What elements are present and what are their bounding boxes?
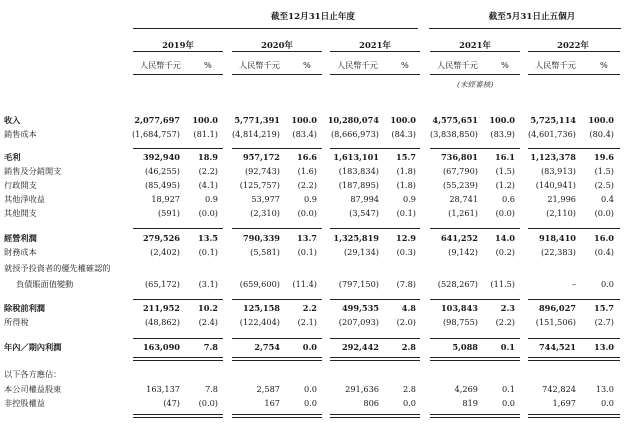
cell-percent: (81.1) xyxy=(193,129,218,139)
cell-percent: (0.0) xyxy=(297,208,317,218)
cell-percent: 18.9 xyxy=(198,152,218,162)
cell-amount: 87,994 xyxy=(350,194,379,204)
cell-percent: 0.1 xyxy=(500,342,515,352)
cell-amount: (83,913) xyxy=(540,166,576,176)
cell-percent: 100.0 xyxy=(489,115,515,125)
cell-percent: 0.4 xyxy=(600,194,614,204)
cell-percent: 10.2 xyxy=(198,303,218,313)
cell-percent: (0.1) xyxy=(198,247,218,257)
table-rule xyxy=(133,148,223,149)
table-rule xyxy=(430,228,520,229)
cell-percent: (1.5) xyxy=(495,166,515,176)
year-header-2020: 2020年 xyxy=(261,40,293,50)
cell-amount: (5,581) xyxy=(250,247,280,257)
table-rule xyxy=(330,357,420,358)
rule-year xyxy=(232,51,322,52)
cell-amount: (2,402) xyxy=(150,247,180,257)
table-rule xyxy=(232,338,322,339)
table-rule xyxy=(430,360,520,361)
year-header-2021-5m: 2021年 xyxy=(459,40,491,50)
cell-amount: 499,535 xyxy=(341,303,379,313)
cell-amount: – xyxy=(571,279,576,289)
cell-amount: (65,172) xyxy=(144,279,180,289)
cell-amount: 2,754 xyxy=(254,342,280,352)
cell-percent: (83.4) xyxy=(292,129,317,139)
year-header-2019: 2019年 xyxy=(162,40,194,50)
table-rule xyxy=(232,148,322,149)
cell-amount: (3,547) xyxy=(349,208,379,218)
cell-percent: (0.0) xyxy=(198,398,218,408)
cell-amount: (151,506) xyxy=(535,317,576,327)
table-rule xyxy=(232,228,322,229)
cell-amount: 790,339 xyxy=(242,233,280,243)
row-label: 就授予投資者的優先權確認的 xyxy=(4,263,111,273)
cell-amount: (1,261) xyxy=(448,208,478,218)
table-rule xyxy=(330,360,420,361)
unit-pct: % xyxy=(600,60,608,70)
cell-amount: 4,575,651 xyxy=(432,115,478,125)
cell-percent: (2.0) xyxy=(396,317,416,327)
rule-unit xyxy=(232,74,322,75)
cell-amount: (122,404) xyxy=(239,317,280,327)
cell-amount: 896,027 xyxy=(538,303,576,313)
rule-year xyxy=(528,51,620,52)
cell-amount: (48,862) xyxy=(144,317,180,327)
table-rule xyxy=(133,414,223,415)
row-label: 收入 xyxy=(4,115,21,125)
table-rule xyxy=(330,148,420,149)
cell-amount: (1,684,757) xyxy=(131,129,180,139)
table-rule xyxy=(528,414,620,415)
cell-amount: 2,587 xyxy=(256,384,280,394)
cell-percent: 7.8 xyxy=(204,384,218,394)
cell-percent: (7.8) xyxy=(396,279,416,289)
row-label: 非控股權益 xyxy=(4,398,45,408)
cell-percent: 13.0 xyxy=(595,384,614,394)
table-rule xyxy=(528,148,620,149)
rule-unit xyxy=(133,74,223,75)
row-label: 銷售及分銷開支 xyxy=(4,166,62,176)
cell-percent: 13.0 xyxy=(594,342,614,352)
cell-percent: 7.8 xyxy=(203,342,218,352)
cell-percent: (1.8) xyxy=(396,166,416,176)
cell-amount: 163,090 xyxy=(142,342,180,352)
cell-percent: (0.3) xyxy=(396,247,416,257)
cell-amount: (98,755) xyxy=(442,317,478,327)
cell-amount: 53,977 xyxy=(251,194,280,204)
cell-amount: (9,142) xyxy=(448,247,478,257)
rule-year xyxy=(133,51,223,52)
cell-amount: (183,834) xyxy=(338,166,379,176)
unit-pct: % xyxy=(401,60,409,70)
cell-percent: (3.1) xyxy=(198,279,218,289)
unit-amount: 人民幣千元 xyxy=(535,60,576,70)
table-rule xyxy=(528,417,620,418)
unit-pct: % xyxy=(303,60,311,70)
cell-percent: 100.0 xyxy=(588,115,614,125)
table-rule xyxy=(430,414,520,415)
table-rule xyxy=(232,360,322,361)
cell-percent: 100.0 xyxy=(291,115,317,125)
rule-group-fy xyxy=(133,28,418,29)
cell-amount: 4,269 xyxy=(454,384,478,394)
table-rule xyxy=(133,357,223,358)
cell-amount: (3,838,850) xyxy=(429,129,478,139)
cell-amount: 292,442 xyxy=(341,342,379,352)
cell-percent: (0.0) xyxy=(495,208,515,218)
table-rule xyxy=(528,338,620,339)
cell-amount: (207,093) xyxy=(338,317,379,327)
rule-year xyxy=(430,51,520,52)
cell-amount: (4,814,219) xyxy=(231,129,280,139)
table-rule xyxy=(528,360,620,361)
cell-percent: 2.3 xyxy=(500,303,515,313)
cell-percent: (1.8) xyxy=(396,180,416,190)
unit-pct: % xyxy=(204,60,212,70)
cell-percent: (80.4) xyxy=(589,129,614,139)
cell-amount: (67,790) xyxy=(442,166,478,176)
table-rule xyxy=(430,148,520,149)
group-header-fiscal-year: 截至12月31日止年度 xyxy=(270,12,356,22)
cell-amount: 819 xyxy=(462,398,478,408)
cell-amount: (29,134) xyxy=(343,247,379,257)
cell-percent: (2.5) xyxy=(594,180,614,190)
unaudited-note: (未經審核) xyxy=(457,80,494,89)
cell-amount: 103,843 xyxy=(440,303,478,313)
unit-pct: % xyxy=(501,60,509,70)
cell-amount: 736,801 xyxy=(440,152,478,162)
cell-percent: 2.8 xyxy=(401,342,416,352)
cell-amount: (55,239) xyxy=(442,180,478,190)
cell-percent: 100.0 xyxy=(192,115,218,125)
unit-amount: 人民幣千元 xyxy=(337,60,378,70)
cell-amount: 392,940 xyxy=(142,152,180,162)
unit-amount: 人民幣千元 xyxy=(437,60,478,70)
cell-percent: 0.1 xyxy=(501,384,515,394)
table-rule xyxy=(430,299,520,300)
unit-amount: 人民幣千元 xyxy=(140,60,181,70)
table-rule xyxy=(330,417,420,418)
cell-amount: (140,941) xyxy=(535,180,576,190)
row-label: 毛利 xyxy=(4,152,21,162)
cell-amount: 5,771,391 xyxy=(234,115,280,125)
cell-percent: (0.0) xyxy=(594,208,614,218)
cell-percent: 0.6 xyxy=(501,194,515,204)
row-label: 本公司權益股東 xyxy=(4,384,62,394)
cell-percent: 16.6 xyxy=(297,152,317,162)
cell-amount: 5,088 xyxy=(452,342,478,352)
table-rule xyxy=(133,417,223,418)
rule-year xyxy=(330,51,420,52)
table-rule xyxy=(330,338,420,339)
cell-amount: 211,952 xyxy=(142,303,180,313)
cell-amount: 167 xyxy=(264,398,280,408)
cell-amount: 10,280,074 xyxy=(327,115,379,125)
row-label: 負債賬面值變動 xyxy=(16,279,74,289)
cell-percent: (0.1) xyxy=(396,208,416,218)
cell-percent: 15.7 xyxy=(594,303,614,313)
cell-amount: 18,927 xyxy=(151,194,180,204)
cell-amount: 742,824 xyxy=(542,384,576,394)
table-rule xyxy=(528,228,620,229)
cell-amount: 279,526 xyxy=(142,233,180,243)
row-label: 其他開支 xyxy=(4,208,37,218)
cell-percent: (2.7) xyxy=(594,317,614,327)
cell-amount: (22,383) xyxy=(540,247,576,257)
cell-percent: (2.1) xyxy=(297,317,317,327)
rule-group-5m xyxy=(429,28,621,29)
table-rule xyxy=(232,299,322,300)
cell-amount: (125,757) xyxy=(239,180,280,190)
cell-percent: 19.6 xyxy=(594,152,614,162)
cell-amount: 1,123,378 xyxy=(530,152,576,162)
cell-amount: 957,172 xyxy=(242,152,280,162)
table-rule xyxy=(133,338,223,339)
table-rule xyxy=(232,414,322,415)
table-rule xyxy=(528,299,620,300)
cell-percent: 0.0 xyxy=(600,398,614,408)
cell-percent: 0.0 xyxy=(303,398,317,408)
cell-percent: (11.5) xyxy=(490,279,515,289)
cell-amount: (659,600) xyxy=(239,279,280,289)
cell-percent: (83.9) xyxy=(490,129,515,139)
table-rule xyxy=(528,357,620,358)
cell-amount: 2,077,697 xyxy=(134,115,180,125)
cell-percent: (0.2) xyxy=(495,247,515,257)
cell-percent: (0.4) xyxy=(594,247,614,257)
row-label: 銷售成本 xyxy=(4,129,37,139)
cell-percent: 4.8 xyxy=(401,303,416,313)
row-label: 以下各方應佔： xyxy=(4,369,62,379)
cell-percent: 0.0 xyxy=(302,342,317,352)
cell-amount: 291,636 xyxy=(345,384,379,394)
cell-amount: (47) xyxy=(163,398,180,408)
cell-percent: (0.0) xyxy=(198,208,218,218)
table-rule xyxy=(133,228,223,229)
cell-percent: (0.1) xyxy=(297,247,317,257)
cell-amount: (85,495) xyxy=(144,180,180,190)
cell-percent: 2.2 xyxy=(302,303,317,313)
unit-amount: 人民幣千元 xyxy=(239,60,280,70)
cell-percent: (84.3) xyxy=(391,129,416,139)
cell-amount: 28,741 xyxy=(449,194,478,204)
table-rule xyxy=(430,417,520,418)
cell-amount: (2,310) xyxy=(250,208,280,218)
cell-amount: 1,697 xyxy=(552,398,576,408)
cell-percent: 2.8 xyxy=(402,384,416,394)
cell-amount: (187,895) xyxy=(338,180,379,190)
cell-amount: (797,150) xyxy=(338,279,379,289)
cell-amount: 1,325,819 xyxy=(333,233,379,243)
cell-percent: (2.4) xyxy=(198,317,218,327)
year-header-2022-5m: 2022年 xyxy=(557,40,589,50)
cell-percent: (1.5) xyxy=(594,166,614,176)
cell-percent: (1.2) xyxy=(495,180,515,190)
rule-unit xyxy=(528,74,620,75)
table-rule xyxy=(330,228,420,229)
cell-amount: 918,410 xyxy=(538,233,576,243)
cell-percent: (1.6) xyxy=(297,166,317,176)
cell-percent: 0.9 xyxy=(303,194,317,204)
cell-percent: 100.0 xyxy=(390,115,416,125)
cell-amount: (591) xyxy=(157,208,180,218)
row-label: 除稅前利潤 xyxy=(4,303,45,313)
cell-percent: 13.7 xyxy=(297,233,317,243)
row-label: 其他淨收益 xyxy=(4,194,45,204)
rule-unit xyxy=(430,74,520,75)
cell-amount: 641,252 xyxy=(440,233,478,243)
table-rule xyxy=(330,414,420,415)
table-rule xyxy=(430,338,520,339)
cell-amount: 125,158 xyxy=(242,303,280,313)
table-rule xyxy=(232,417,322,418)
cell-amount: (46,255) xyxy=(144,166,180,176)
table-rule xyxy=(232,357,322,358)
cell-percent: 16.1 xyxy=(495,152,515,162)
row-label: 經營利潤 xyxy=(4,233,37,243)
cell-percent: 0.9 xyxy=(402,194,416,204)
row-label: 年內／期內利潤 xyxy=(4,342,62,352)
cell-percent: (2.2) xyxy=(297,180,317,190)
cell-percent: 0.9 xyxy=(204,194,218,204)
cell-percent: 0.0 xyxy=(501,398,515,408)
table-rule xyxy=(133,299,223,300)
cell-percent: 15.7 xyxy=(396,152,416,162)
group-header-five-months: 截至5月31日止五個月 xyxy=(488,12,576,22)
cell-amount: (92,743) xyxy=(244,166,280,176)
cell-percent: 0.0 xyxy=(402,398,416,408)
cell-amount: 21,996 xyxy=(547,194,576,204)
year-header-2021: 2021年 xyxy=(359,40,391,50)
cell-percent: 16.0 xyxy=(594,233,614,243)
cell-percent: (2.2) xyxy=(198,166,218,176)
cell-amount: (528,267) xyxy=(437,279,478,289)
cell-percent: 0.0 xyxy=(600,279,614,289)
cell-amount: (8,666,973) xyxy=(330,129,379,139)
cell-percent: 0.0 xyxy=(303,384,317,394)
row-label: 財務成本 xyxy=(4,247,37,257)
row-label: 所得稅 xyxy=(4,317,29,327)
cell-percent: (4.1) xyxy=(198,180,218,190)
cell-percent: 12.9 xyxy=(396,233,416,243)
cell-amount: 1,613,101 xyxy=(333,152,379,162)
cell-percent: (2.2) xyxy=(495,317,515,327)
cell-amount: 806 xyxy=(363,398,379,408)
table-rule xyxy=(330,299,420,300)
cell-amount: 5,725,114 xyxy=(530,115,576,125)
cell-amount: (4,601,736) xyxy=(527,129,576,139)
cell-amount: 163,137 xyxy=(146,384,180,394)
table-rule xyxy=(133,360,223,361)
table-rule xyxy=(430,357,520,358)
row-label: 行政開支 xyxy=(4,180,37,190)
rule-unit xyxy=(330,74,420,75)
cell-percent: 13.5 xyxy=(198,233,218,243)
cell-amount: (2,110) xyxy=(546,208,576,218)
cell-percent: 14.0 xyxy=(495,233,515,243)
cell-amount: 744,521 xyxy=(538,342,576,352)
cell-percent: (11.4) xyxy=(292,279,317,289)
